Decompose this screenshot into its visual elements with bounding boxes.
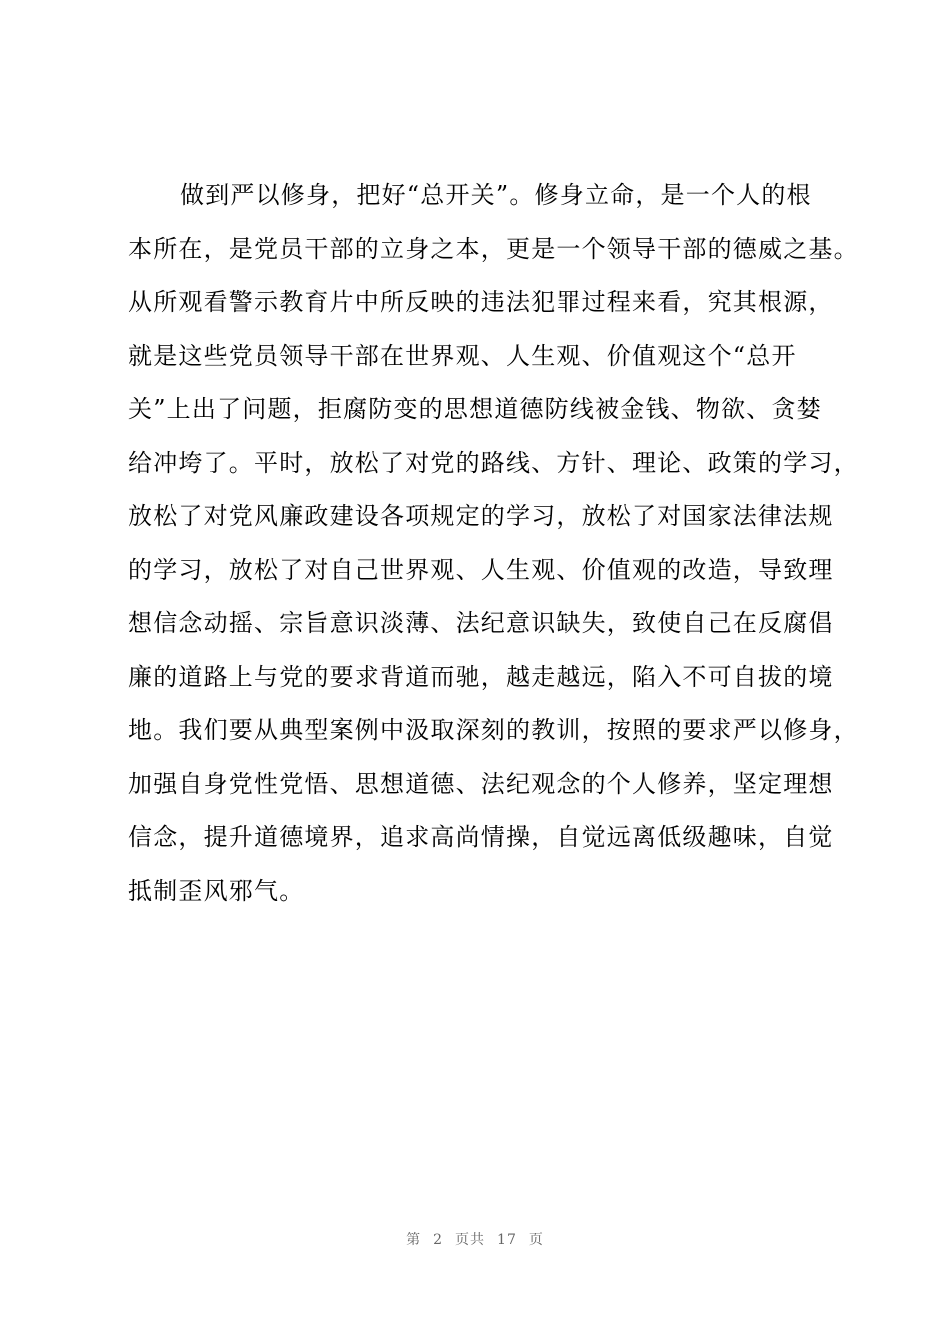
body-paragraph — [128, 169, 859, 918]
text-line: 放松了对党风廉政建设各项规定的学习，放松了对国家法律法规 — [128, 502, 834, 530]
footer-prefix: 第 — [406, 1232, 422, 1248]
page-total: 17 — [497, 1232, 517, 1248]
footer-suffix: 页 — [528, 1232, 544, 1248]
text-line: 地。我们要从典型案例中汲取深刻的教训，按照的要求严以修身， — [128, 716, 859, 744]
footer-middle: 页共 — [455, 1232, 486, 1248]
text-line: 从所观看警示教育片中所反映的违法犯罪过程来看，究其根源， — [128, 288, 834, 316]
text-line: 信念，提升道德境界，追求高尚情操，自觉远离低级趣味，自觉 — [128, 823, 834, 851]
text-line: 本所在，是党员干部的立身之本，更是一个领导干部的德威之基。 — [128, 234, 859, 263]
text-line: 抵制歪风邪气。 — [128, 876, 305, 905]
text-line: 想信念动摇、宗旨意识淡薄、法纪意识缺失，致使自己在反腐倡 — [128, 609, 834, 637]
text-line: 的学习，放松了对自己世界观、人生观、价值观的改造，导致理 — [128, 555, 834, 584]
page-number: 2 — [433, 1232, 444, 1248]
text-line: 做到严以修身，把好“总开关”。修身立命，是一个人的根 — [180, 181, 812, 209]
text-line: 廉的道路上与党的要求背道而驰，越走越远，陷入不可自拔的境 — [128, 662, 834, 691]
text-line: 加强自身党性党悟、思想道德、法纪观念的个人修养，坚定理想 — [128, 769, 834, 798]
text-line: 就是这些党员领导干部在世界观、人生观、价值观这个“总开 — [128, 341, 797, 370]
text-line: 关”上出了问题，拒腐防变的思想道德防线被金钱、物欲、贪婪 — [128, 395, 822, 423]
text-line: 给冲垮了。平时，放松了对党的路线、方针、理论、政策的学习， — [128, 448, 859, 477]
page-footer — [0, 1229, 950, 1249]
